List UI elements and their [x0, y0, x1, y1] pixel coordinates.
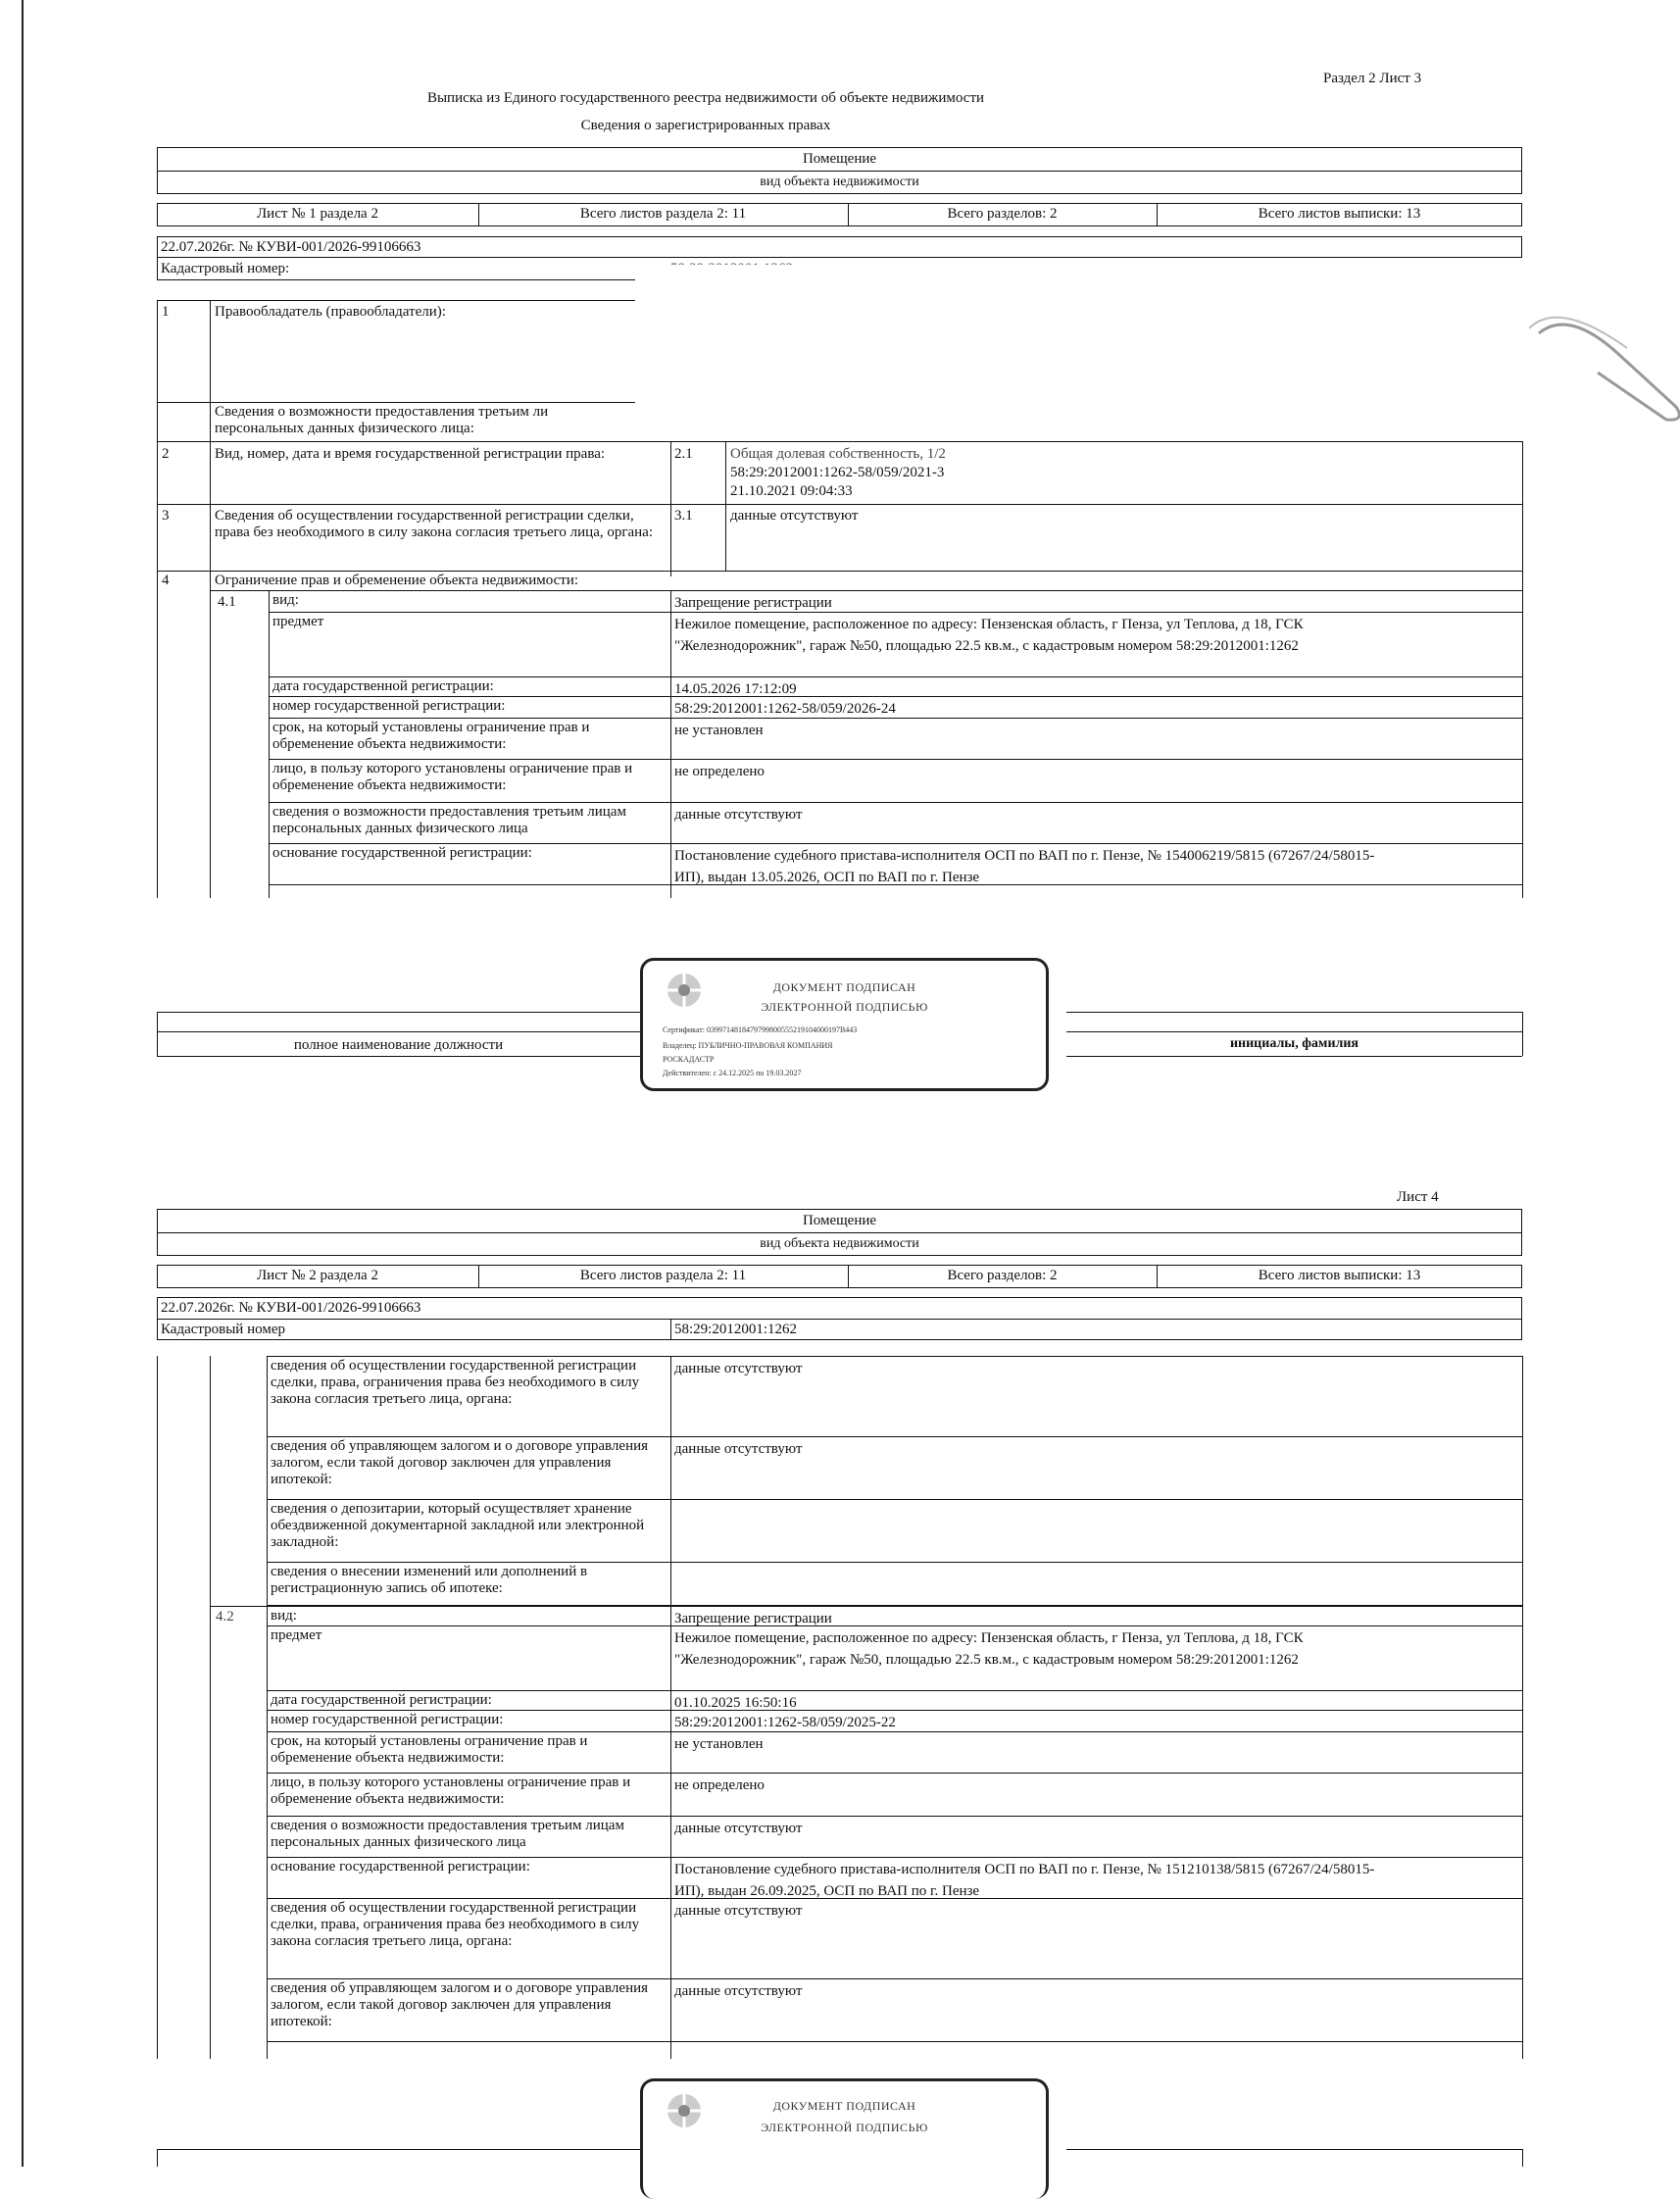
page-title: Выписка из Единого государственного реестра недвижимости об объекте недвижимости [426, 90, 985, 106]
row-value: данные отсутствуют [674, 807, 803, 823]
row1-label: Правообладатель (правообладатели): [215, 304, 446, 320]
fold-overlap [635, 265, 1680, 441]
row-value: не определено [674, 764, 765, 779]
row-divider [267, 1499, 1522, 1500]
row-divider [267, 1857, 1522, 1858]
object-caption-p2: вид объекта недвижимости [760, 1236, 919, 1251]
object-type: Помещение [802, 151, 877, 167]
signature-name: инициалы, фамилия [1229, 1036, 1359, 1051]
row-divider [267, 1625, 1522, 1626]
row-label: предмет [271, 1627, 322, 1643]
object-type-p2: Помещение [802, 1213, 877, 1228]
row2-sub-number: 2.1 [674, 446, 693, 462]
row3-value: данные отсутствуют [730, 508, 859, 524]
row-divider [269, 884, 1522, 885]
row2-number: 2 [162, 446, 170, 462]
stamp-line2: ЭЛЕКТРОННОЙ ПОДПИСЬЮ [761, 1000, 928, 1014]
row-label: основание государственной регистрации: [271, 1859, 530, 1874]
row-divider [269, 843, 1522, 844]
row-label: дата государственной регистрации: [272, 678, 494, 694]
row-divider [267, 1690, 1522, 1691]
row-label: вид: [271, 1608, 297, 1624]
row-value: Запрещение регистрации [674, 1611, 832, 1626]
row-value: 58:29:2012001:1262-58/059/2026-24 [674, 701, 896, 717]
row-divider [267, 1710, 1522, 1711]
sheets-in-section-p2: Всего листов раздела 2: 11 [579, 1268, 747, 1283]
cadastral-label-p2: Кадастровый номер [161, 1322, 285, 1337]
row1b-label: Сведения о возможности предоставления третьим ли персональных данных физического лица: [215, 404, 549, 436]
stamp-line1: ДОКУМЕНТ ПОДПИСАН [772, 980, 916, 994]
row-label: сведения об управляющем залогом и о договоре управления залогом, если такой договор заключен для управления ипотекой: [271, 1980, 649, 2029]
row-label: сведения об осуществлении государственной регистрации сделки, права, ограничения права без необходимого в силу закона согласия третьего лица, органа: [271, 1900, 640, 1949]
row-label: вид: [272, 592, 299, 608]
row-divider [267, 1436, 1522, 1437]
row-value: данные отсутствуют [674, 1983, 803, 1999]
row3-number: 3 [162, 508, 170, 524]
row-value: 14.05.2026 17:12:09 [674, 681, 797, 697]
encumbrance-number: 4.1 [218, 594, 236, 610]
row-label: дата государственной регистрации: [271, 1692, 492, 1708]
row-value: 58:29:2012001:1262-58/059/2025-22 [674, 1715, 896, 1730]
row-label: лицо, в пользу которого установлены ограничение прав и обременение объекта недвижимости: [272, 761, 633, 793]
sheet-number-p2: Лист № 2 раздела 2 [257, 1268, 378, 1283]
row-label: номер государственной регистрации: [272, 698, 506, 714]
row-label: номер государственной регистрации: [271, 1712, 504, 1727]
extract-date-number-p2: 22.07.2026г. № КУВИ-001/2026-99106663 [161, 1300, 421, 1316]
row2-right-number: 58:29:2012001:1262-58/059/2021-3 [730, 465, 945, 480]
row1-number: 1 [162, 304, 170, 320]
row-divider [267, 1898, 1522, 1899]
row2-right-date: 21.10.2021 09:04:33 [730, 483, 853, 499]
row-value: не установлен [674, 723, 764, 738]
page-subtitle: Сведения о зарегистрированных правах [580, 118, 831, 133]
extract-date-number: 22.07.2026г. № КУВИ-001/2026-99106663 [161, 239, 421, 255]
row-value: Нежилое помещение, расположенное по адресу: Пензенская область, г Пенза, ул Теплова, д 18, ГСК "Железнодорожник", гараж №50, площадью 22.5 кв.м., с кадастровым номером 58:29:2012001:1262 [674, 1630, 1304, 1668]
row-value: 01.10.2025 16:50:16 [674, 1695, 797, 1711]
row-value: данные отсутствуют [674, 1361, 803, 1376]
row-label: сведения об осуществлении государственной регистрации сделки, права, ограничения права без необходимого в силу закона согласия третьего лица, органа: [271, 1358, 640, 1407]
section-label-p2: Лист 4 [1397, 1189, 1439, 1205]
row3-label: Сведения об осуществлении государственной регистрации сделки, права без необходимого в силу закона согласия третьего лица, органа: [215, 508, 654, 540]
row-label: основание государственной регистрации: [272, 845, 532, 861]
row-divider [269, 676, 1522, 677]
sheet-number: Лист № 1 раздела 2 [257, 206, 378, 222]
row3-sub-number: 3.1 [674, 508, 693, 524]
row2-label: Вид, номер, дата и время государственной регистрации права: [215, 446, 606, 462]
e-signature-stamp-p2 [640, 2078, 1049, 2199]
row-label: срок, на который установлены ограничение прав и обременение объекта недвижимости: [272, 720, 590, 752]
row-value: Запрещение регистрации [674, 595, 832, 611]
row-label: сведения об управляющем залогом и о договоре управления залогом, если такой договор заключен для управления ипотекой: [271, 1438, 649, 1487]
sheets-in-extract-p2: Всего листов выписки: 13 [1258, 1268, 1421, 1283]
row-value: Постановление судебного пристава-исполнителя ОСП по ВАП по г. Пензе, № 151210138/5815 (67267/24/58015-ИП), выдан 26.09.2025, ОСП по ВАП по г. Пензе [674, 1862, 1375, 1899]
row-label: сведения о внесении изменений или дополнений в регистрационную запись об ипотеке: [271, 1564, 588, 1596]
row-divider [269, 802, 1522, 803]
stamp2-line1: ДОКУМЕНТ ПОДПИСАН [772, 2099, 916, 2113]
row-divider [269, 759, 1522, 760]
encumbrance-number-p2: 4.2 [216, 1609, 234, 1624]
row-label: срок, на который установлены ограничение прав и обременение объекта недвижимости: [271, 1733, 588, 1766]
object-caption: вид объекта недвижимости [760, 175, 919, 189]
paperclip-icon [1529, 314, 1680, 431]
row-divider [267, 1731, 1522, 1732]
stamp-certificate: Сертификат: 0399714818479799800555219104000197В443 [663, 1025, 858, 1034]
stamp-owner2: РОСКАДАСТР [663, 1055, 715, 1064]
sheets-in-extract: Всего листов выписки: 13 [1258, 206, 1421, 222]
row4-number: 4 [162, 573, 170, 588]
row-divider [269, 718, 1522, 719]
row-divider [267, 1562, 1522, 1563]
binding-edge [22, 0, 24, 2167]
stamp-owner: Владелец: ПУБЛИЧНО-ПРАВОВАЯ КОМПАНИЯ [663, 1041, 833, 1050]
stamp-validity: Действителен: с 24.12.2025 по 19.03.2027 [663, 1069, 802, 1077]
row-value: данные отсутствуют [674, 1821, 803, 1836]
sections-total: Всего разделов: 2 [947, 206, 1058, 222]
row-value: данные отсутствуют [674, 1441, 803, 1457]
cadastral-value-p2: 58:29:2012001:1262 [674, 1322, 798, 1337]
row-label: сведения о возможности предоставления третьим лицам персональных данных физического лица [272, 804, 626, 836]
row-divider [267, 2041, 1522, 2042]
row-label: сведения о возможности предоставления третьим лицам персональных данных физического лица [271, 1818, 624, 1850]
stamp2-line2: ЭЛЕКТРОННОЙ ПОДПИСЬЮ [761, 2121, 928, 2134]
row-divider [269, 612, 1522, 613]
row4-label: Ограничение прав и обременение объекта недвижимости: [215, 573, 579, 588]
row-value: не установлен [674, 1736, 764, 1752]
row-divider [269, 696, 1522, 697]
row-value: не определено [674, 1777, 765, 1793]
signature-position: полное наименование должности [293, 1037, 504, 1053]
row-value: Постановление судебного пристава-исполнителя ОСП по ВАП по г. Пензе, № 154006219/5815 (67267/24/58015-ИП), выдан 13.05.2026, ОСП по ВАП по г. Пензе [674, 848, 1375, 885]
row-divider [267, 1816, 1522, 1817]
row-label: лицо, в пользу которого установлены ограничение прав и обременение объекта недвижимости: [271, 1774, 631, 1807]
row-value: данные отсутствуют [674, 1903, 803, 1919]
row-divider [267, 1978, 1522, 1979]
cadastral-label: Кадастровый номер: [161, 261, 290, 276]
row-value: Нежилое помещение, расположенное по адресу: Пензенская область, г Пенза, ул Теплова, д 18, ГСК "Железнодорожник", гараж №50, площадью 22.5 кв.м., с кадастровым номером 58:29:2012001:1262 [674, 617, 1304, 654]
sheets-in-section: Всего листов раздела 2: 11 [579, 206, 747, 222]
section-label: Раздел 2 Лист 3 [1323, 71, 1422, 86]
sections-total-p2: Всего разделов: 2 [947, 1268, 1058, 1283]
row-label: предмет [272, 614, 324, 629]
row-label: сведения о депозитарии, который осуществляет хранение обездвиженной документарной закладной или электронной закладной: [271, 1501, 645, 1550]
e-signature-stamp [640, 958, 1049, 1091]
row-divider [267, 1773, 1522, 1774]
row2-right-type: Общая долевая собственность, 1/2 [730, 446, 946, 462]
